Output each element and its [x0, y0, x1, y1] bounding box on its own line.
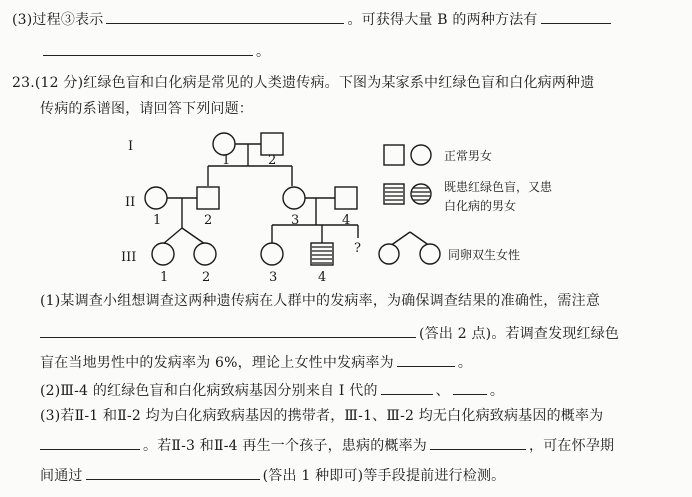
q23-intro-line2: 传病的系谱图，请回答下列问题： [40, 101, 253, 117]
sub2-sep: 、 [435, 383, 450, 399]
gen2-label-4: 4 [342, 213, 351, 228]
legend-affected-female [411, 184, 431, 204]
sub1-blank-1[interactable] [40, 322, 416, 338]
sub3-line3 [40, 464, 505, 486]
sub2-line [40, 379, 504, 401]
legend-affected-label-1: 既患红绿色盲，又患 [444, 180, 553, 194]
gen1-label-2: 2 [268, 153, 277, 168]
sub3-line3-end: (答出 1 种即可)等手段提前进行检测。 [262, 468, 506, 484]
gen3-male-4-affected [311, 243, 333, 265]
sub2-end: 。 [489, 383, 505, 399]
gen-label-3: III [121, 250, 137, 265]
q3-prev-end: 。 [256, 44, 271, 60]
q3-prev-methods-label: 。可获得大量 B 的两种方法有 [347, 12, 538, 28]
gen1-label-1: 1 [222, 153, 231, 168]
sub3-blank-1[interactable] [40, 434, 140, 450]
gen3-label-2: 2 [202, 270, 211, 285]
sub1-line2-text: (答出 2 点)。若调查发现红绿色 [419, 326, 620, 342]
legend-normal-label: 正常男女 [444, 149, 493, 163]
sub1-line3-end: 。 [457, 355, 473, 371]
gen2-female-1 [145, 187, 167, 209]
sub1-blank-2[interactable] [397, 351, 455, 367]
sub3-line2-text: 。若Ⅱ-3 和Ⅱ-4 再生一个孩子，患病的概率为 [143, 438, 428, 454]
sub3-line2 [40, 434, 614, 456]
legend-twin-female-2 [420, 244, 440, 264]
gen-label-2: II [125, 195, 136, 210]
gen1-female-1 [213, 133, 235, 155]
sub1-line3 [40, 351, 472, 373]
sub2-blank-1[interactable] [381, 379, 433, 395]
legend-normal-male [384, 145, 404, 165]
sub1-line1: (1)某调查小组想调查这两种遗传病在人群中的发病率，为确保调查结果的准确性，需注意 [40, 293, 601, 309]
sub2-blank-2[interactable] [453, 379, 487, 395]
sub3-line2-end: ，可在怀孕期 [529, 438, 615, 454]
gen3-female-3 [261, 243, 283, 265]
legend-twins-label: 同卵双生女性 [448, 248, 521, 262]
q3-prev-label: (3)过程③表示 [12, 12, 104, 28]
gen-label-1: I [128, 139, 134, 154]
gen2-label-3: 3 [291, 213, 300, 228]
gen2-female-3 [283, 187, 305, 209]
legend-normal-female [411, 145, 431, 165]
gen2-male-4 [335, 187, 357, 209]
gen1-male-2 [261, 133, 283, 155]
legend-affected-label-2: 白化病的男女 [444, 199, 517, 213]
gen3-label-4: 4 [318, 270, 327, 285]
q23-intro-line1: 23.(12 分)红绿色盲和白化病是常见的人类遗传病。下图为某家系中红绿色盲和白化病两种遗 [12, 75, 595, 91]
legend-affected-male [384, 184, 404, 204]
gen2-male-2 [197, 187, 219, 209]
legend-twin-female-1 [379, 244, 399, 264]
gen3-female-2 [194, 243, 216, 265]
sub1-line2 [40, 322, 619, 344]
gen3-female-1 [152, 243, 174, 265]
sub1-line3-text: 盲在当地男性中的发病率为 6%，理论上女性中发病率为 [40, 355, 394, 371]
sub3-blank-2[interactable] [430, 434, 526, 450]
sub3-line1: (3)若Ⅱ-1 和Ⅱ-2 均为白化病致病基因的携带者，Ⅲ-1、Ⅲ-2 均无白化病致病基因的概率为 [40, 408, 604, 424]
gen2-label-1: 1 [153, 213, 162, 228]
sub2-text: (2)Ⅲ-4 的红绿色盲和白化病致病基因分别来自 I 代的 [40, 383, 378, 399]
gen3-label-1: 1 [160, 270, 169, 285]
gen3-label-unknown: ? [354, 241, 361, 256]
sub3-blank-3[interactable] [86, 464, 260, 480]
gen2-label-2: 2 [204, 213, 213, 228]
gen3-label-3: 3 [269, 270, 278, 285]
sub3-line3-text: 间通过 [40, 468, 83, 484]
